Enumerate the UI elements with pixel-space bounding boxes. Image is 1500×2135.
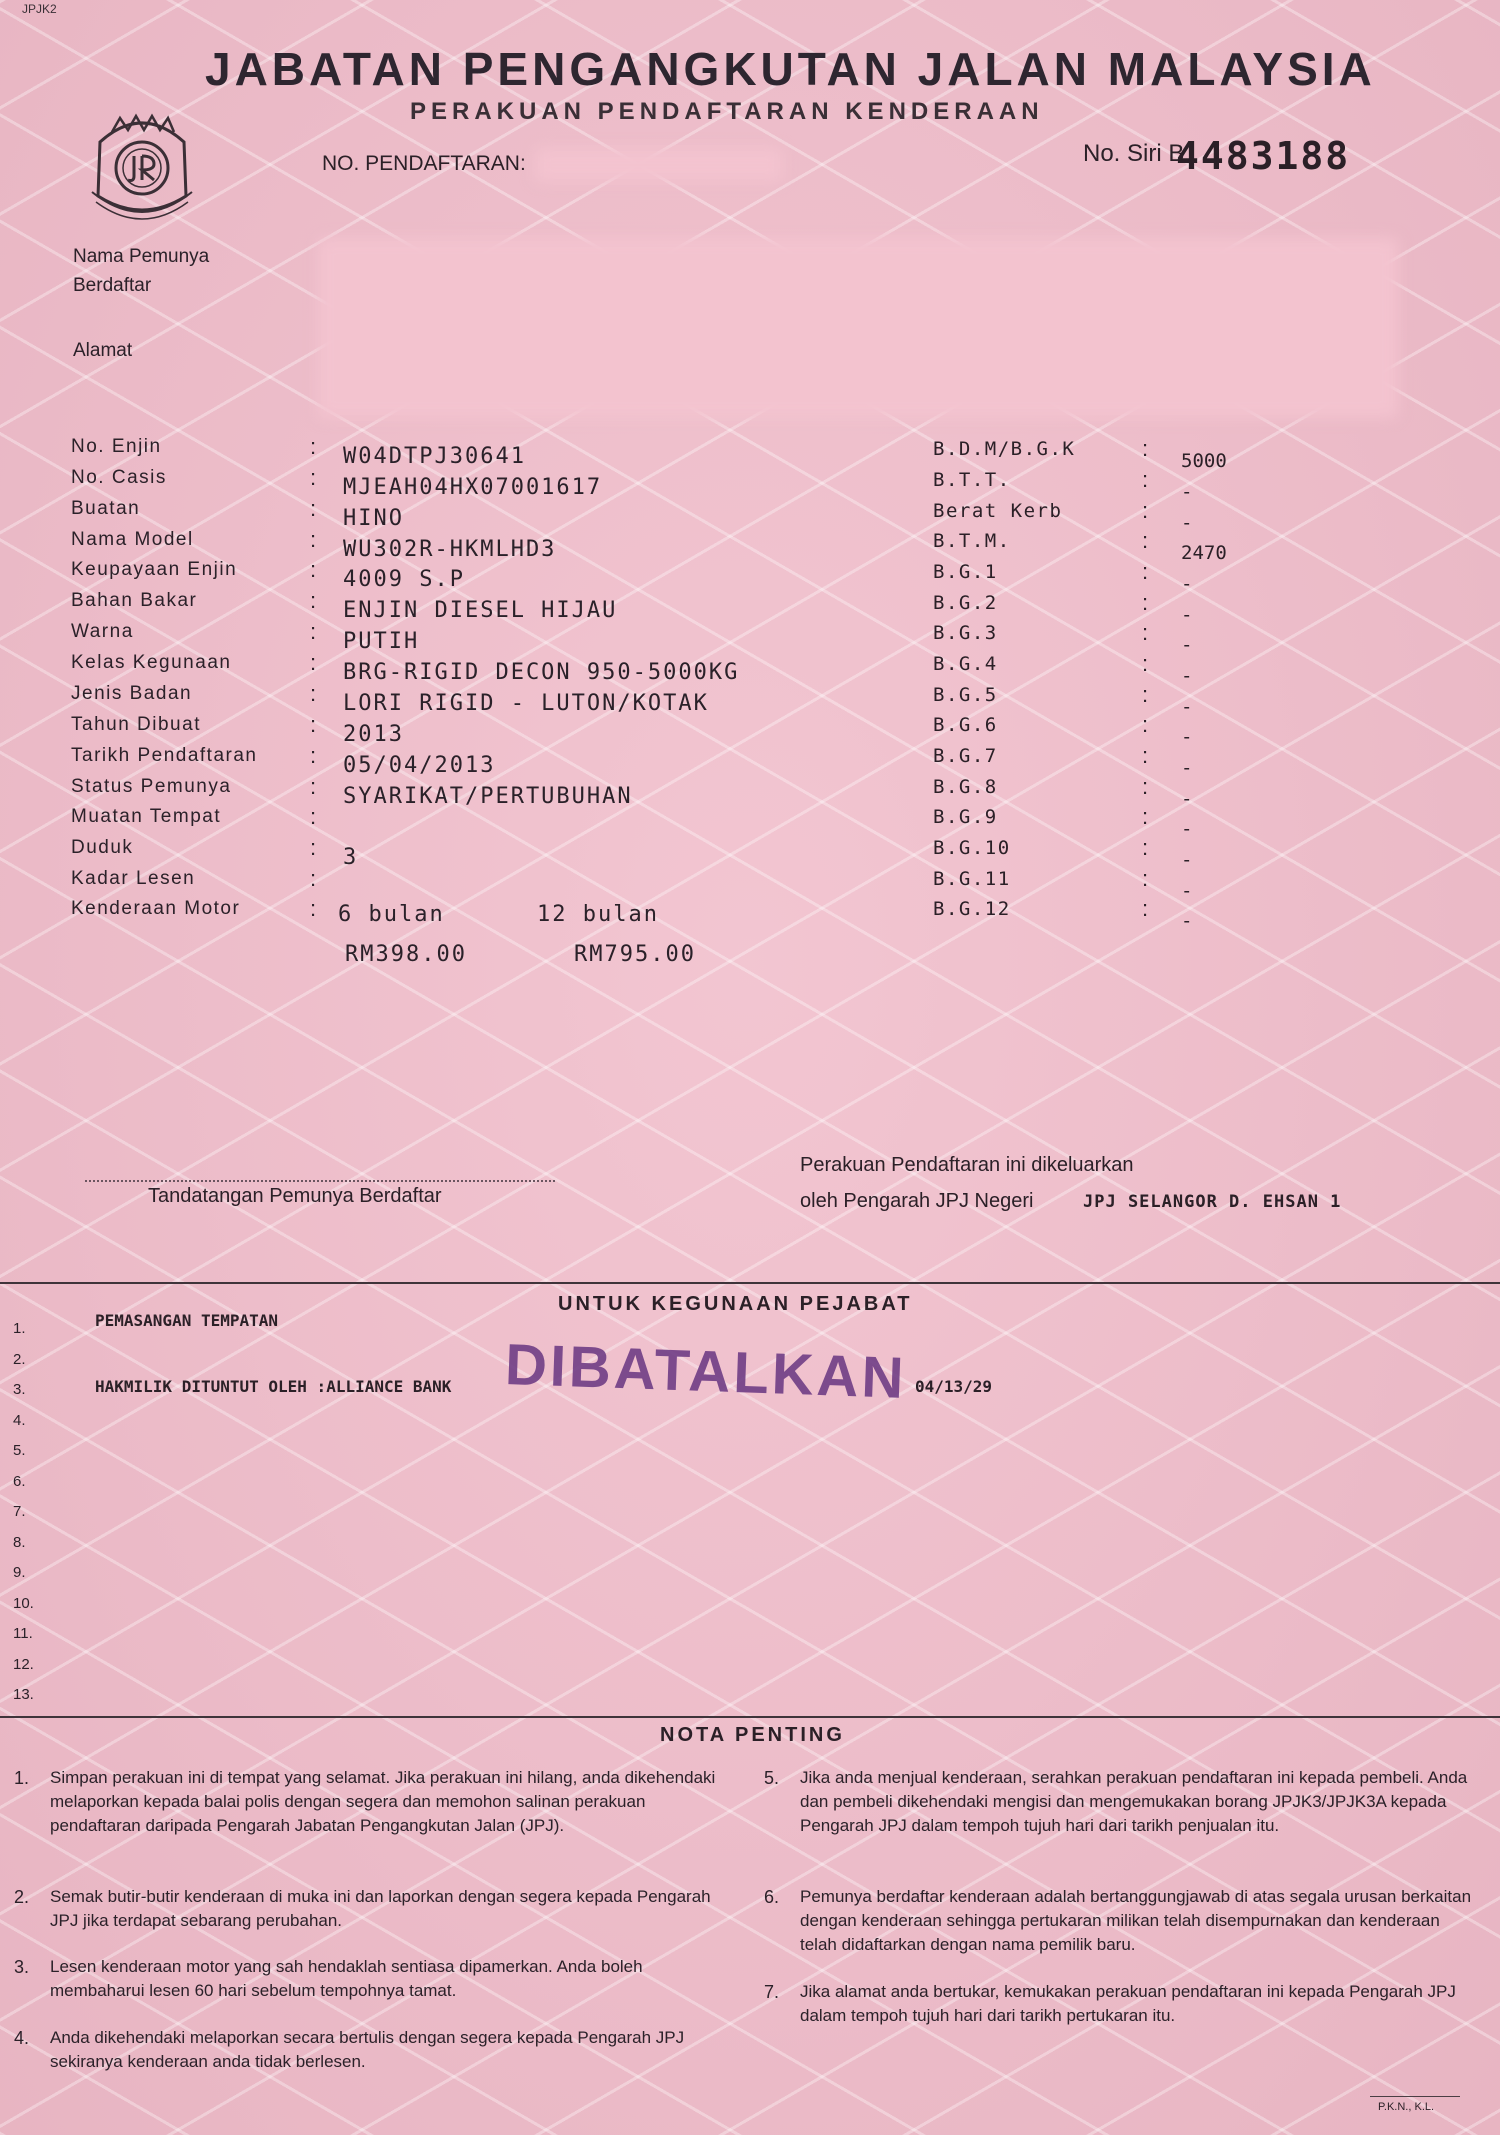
- issued-by-label: oleh Pengarah JPJ Negeri: [800, 1190, 1034, 1212]
- note-item: [764, 1980, 1480, 2028]
- vehicle-field-value: 05/04/2013: [343, 753, 496, 778]
- weight-field-value: -: [1181, 665, 1193, 687]
- office-row-number: 9.: [13, 1564, 26, 1581]
- vehicle-field-value: HINO: [343, 506, 404, 531]
- jpj-crest-icon: [82, 112, 202, 230]
- weight-field-label: B.G.8: [933, 776, 998, 798]
- vehicle-field-value: W04DTPJ30641: [343, 444, 526, 469]
- office-entry-1: PEMASANGAN TEMPATAN: [95, 1311, 279, 1330]
- office-use-title: UNTUK KEGUNAAN PEJABAT: [558, 1293, 913, 1315]
- vehicle-field-value: 3: [343, 845, 359, 870]
- weight-field-value: -: [1181, 880, 1193, 902]
- field-colon: :: [310, 496, 317, 521]
- weight-field-label: Berat Kerb: [933, 500, 1063, 522]
- printer-mark: P.K.N., K.L.: [1378, 2101, 1435, 2113]
- office-row-number: 6.: [13, 1472, 26, 1490]
- field-colon: :: [310, 804, 317, 829]
- note-text: Lesen kenderaan motor yang sah hendaklah sentiasa dipamerkan. Anda boleh membaharui lesen 60 hari sebelum tempohnya tamat.: [50, 1957, 643, 2000]
- weight-field-label: B.T.T.: [933, 469, 1011, 491]
- signature-line: [85, 1180, 555, 1182]
- office-row-number: 8.: [13, 1533, 26, 1551]
- vehicle-field-value: 2013: [343, 722, 404, 747]
- registration-number-label: NO. PENDAFTARAN:: [322, 152, 526, 175]
- field-colon: :: [310, 712, 317, 737]
- fee-12-month-label: 12 bulan: [537, 902, 659, 927]
- weight-field-value: -: [1181, 757, 1193, 779]
- vehicle-field-label: Keupayaan Enjin: [71, 559, 238, 580]
- vehicle-field-value: WU302R-HKMLHD3: [343, 537, 557, 562]
- weight-field-value: -: [1181, 573, 1193, 595]
- note-text: Pemunya berdaftar kenderaan adalah bertanggungjawab di atas segala urusan berkaitan dengan kenderaan sehingga pertukaran milikan telah disempurnakan dan kenderaan telah didaftarkan dengan nama pemilik baru.: [800, 1887, 1472, 1954]
- field-colon: :: [1142, 467, 1149, 492]
- field-colon: :: [310, 527, 317, 552]
- weight-field-value: -: [1181, 604, 1193, 626]
- note-number: 3.: [14, 1957, 30, 1977]
- office-row-number: 12.: [13, 1655, 34, 1673]
- vehicle-field-value: BRG-RIGID DECON 950-5000KG: [343, 660, 740, 685]
- note-text: Jika alamat anda bertukar, kemukakan perakuan pendaftaran ini kepada Pengarah JPJ dalam tempoh tujuh hari dari tarikh pertukaran itu.: [800, 1982, 1456, 2025]
- field-colon: :: [310, 650, 317, 675]
- vehicle-field-label: Jenis Badan: [71, 683, 193, 704]
- vehicle-field-label: Muatan Tempat: [71, 806, 222, 827]
- owner-details-redacted: [318, 238, 1398, 418]
- field-colon: :: [1142, 651, 1149, 676]
- note-text: Simpan perakuan ini di tempat yang selamat. Jika perakuan ini hilang, anda dikehendaki melaporkan kepada balai polis dengan segera dan memohon salinan perakuan pendaftaran daripada Pengarah Jabatan Pengangkutan Jalan (JPJ).: [50, 1768, 716, 1835]
- note-text: Jika anda menjual kenderaan, serahkan perakuan pendaftaran ini kepada pembeli. Anda dan pembeli dikehendaki mengisi dan mengemukakan borang JPJK3/JPJK3A kepada Pengarah JPJ dalam tempoh tujuh hari dari tarikh penjualan itu.: [800, 1768, 1468, 1835]
- field-colon: :: [310, 866, 317, 891]
- weight-field-label: B.G.7: [933, 745, 998, 767]
- field-colon: :: [1142, 896, 1149, 921]
- note-number: 2.: [14, 1887, 30, 1907]
- weight-field-value: -: [1181, 726, 1193, 748]
- field-colon: :: [1142, 835, 1149, 860]
- vehicle-field-value: ENJIN DIESEL HIJAU: [343, 598, 618, 623]
- weight-field-value: -: [1181, 910, 1193, 932]
- note-item: [14, 1955, 730, 2003]
- vehicle-field-value: LORI RIGID - LUTON/KOTAK: [343, 691, 709, 716]
- office-row-number: 11.: [13, 1625, 33, 1642]
- field-colon: :: [310, 465, 317, 490]
- fee-12-month-value: RM795.00: [574, 942, 696, 967]
- issued-by-text: Perakuan Pendaftaran ini dikeluarkan: [800, 1154, 1134, 1176]
- owner-name-label: Nama Pemunya: [73, 246, 210, 267]
- field-colon: :: [310, 774, 317, 799]
- note-text: Anda dikehendaki melaporkan secara bertulis dengan segera kepada Pengarah JPJ sekiranya kenderaan anda tidak berlesen.: [50, 2028, 685, 2071]
- weight-field-value: -: [1181, 818, 1193, 840]
- section-divider: [0, 1282, 1500, 1284]
- office-row-number: 1.: [13, 1320, 26, 1337]
- weight-field-value: -: [1181, 849, 1193, 871]
- weight-field-value: -: [1181, 696, 1193, 718]
- note-number: 7.: [764, 1982, 780, 2002]
- important-notes-title: NOTA PENTING: [660, 1724, 845, 1746]
- field-colon: :: [310, 835, 317, 860]
- weight-field-label: B.G.12: [933, 898, 1011, 920]
- field-colon: :: [310, 588, 317, 613]
- office-entry-3-date: 04/13/29: [915, 1377, 993, 1396]
- field-colon: :: [1142, 436, 1149, 461]
- office-row-number: 5.: [13, 1442, 26, 1459]
- issuing-office: JPJ SELANGOR D. EHSAN 1: [1083, 1192, 1342, 1212]
- vehicle-field-value: PUTIH: [343, 629, 420, 654]
- weight-field-value: 2470: [1181, 542, 1227, 564]
- cancelled-stamp: DIBATALKAN: [503, 1332, 908, 1411]
- fee-6-month-value: RM398.00: [345, 942, 467, 967]
- vehicle-field-label: No. Casis: [71, 467, 167, 488]
- note-item: [14, 2026, 730, 2074]
- section-divider-2: [0, 1716, 1500, 1718]
- agency-title: JABATAN PENGANGKUTAN JALAN MALAYSIA: [205, 43, 1376, 95]
- vehicle-field-label: Warna: [71, 621, 134, 642]
- note-number: 1.: [14, 1768, 30, 1788]
- form-code: JPJK2: [22, 2, 57, 16]
- vehicle-field-label: Kenderaan Motor: [71, 898, 241, 919]
- document-subtitle: PERAKUAN PENDAFTARAN KENDERAAN: [410, 98, 1044, 125]
- office-entry-3: HAKMILIK DITUNTUT OLEH :ALLIANCE BANK: [95, 1377, 452, 1396]
- vehicle-field-label: Tahun Dibuat: [71, 714, 201, 735]
- weight-field-value: -: [1181, 788, 1193, 810]
- vehicle-field-label: No. Enjin: [71, 436, 162, 457]
- note-item: [764, 1885, 1480, 1957]
- field-colon: :: [1142, 498, 1149, 523]
- fee-6-month-label: 6 bulan: [338, 902, 445, 927]
- office-row-number: 10.: [13, 1594, 34, 1612]
- note-item: [14, 1766, 730, 1838]
- field-colon: :: [310, 434, 317, 459]
- weight-field-value: -: [1181, 512, 1193, 534]
- note-item: [764, 1766, 1480, 1838]
- field-colon: :: [1142, 682, 1149, 707]
- vehicle-field-label: Buatan: [71, 498, 141, 519]
- weight-field-label: B.G.4: [933, 653, 998, 675]
- field-colon: :: [310, 896, 317, 921]
- vehicle-field-value: MJEAH04HX07001617: [343, 475, 603, 500]
- vehicle-field-label: Duduk: [71, 837, 134, 858]
- weight-field-value: 5000: [1181, 450, 1227, 472]
- field-colon: :: [1142, 743, 1149, 768]
- weight-field-label: B.T.M.: [933, 530, 1011, 552]
- vehicle-field-label: Bahan Bakar: [71, 590, 198, 611]
- weight-field-label: B.G.5: [933, 684, 998, 706]
- vehicle-field-value: 4009 S.P: [343, 567, 465, 592]
- weight-field-label: B.D.M/B.G.K: [933, 438, 1076, 460]
- note-number: 5.: [764, 1768, 780, 1788]
- vehicle-field-label: Kadar Lesen: [71, 868, 196, 889]
- weight-field-label: B.G.1: [933, 561, 998, 583]
- vehicle-field-value: SYARIKAT/PERTUBUHAN: [343, 784, 633, 809]
- registration-number-redacted: [535, 148, 783, 182]
- field-colon: :: [1142, 528, 1149, 553]
- weight-field-value: -: [1181, 481, 1193, 503]
- office-row-number: 13.: [13, 1686, 34, 1703]
- weight-field-label: B.G.9: [933, 806, 998, 828]
- field-colon: :: [1142, 620, 1149, 645]
- office-row-number: 7.: [13, 1503, 26, 1520]
- office-row-number: 2.: [13, 1350, 26, 1368]
- note-number: 4.: [14, 2028, 30, 2048]
- field-colon: :: [1142, 559, 1149, 584]
- vehicle-field-label: Kelas Kegunaan: [71, 652, 232, 673]
- vehicle-field-label: Nama Model: [71, 529, 194, 550]
- serial-number: 4483188: [1176, 134, 1351, 178]
- field-colon: :: [1142, 590, 1149, 615]
- field-colon: :: [1142, 712, 1149, 737]
- weight-field-label: B.G.11: [933, 868, 1011, 890]
- weight-field-label: B.G.3: [933, 622, 998, 644]
- serial-number-label: No. Siri B: [1083, 140, 1185, 167]
- field-colon: :: [1142, 866, 1149, 891]
- weight-field-label: B.G.2: [933, 592, 998, 614]
- weight-field-label: B.G.10: [933, 837, 1011, 859]
- field-colon: :: [1142, 774, 1149, 799]
- printer-rule: [1370, 2096, 1460, 2097]
- office-row-number: 3.: [13, 1381, 26, 1398]
- field-colon: :: [310, 619, 317, 644]
- vehicle-field-label: Tarikh Pendaftaran: [71, 745, 258, 766]
- field-colon: :: [310, 743, 317, 768]
- owner-name-label-2: Berdaftar: [73, 275, 152, 296]
- office-row-number: 4.: [13, 1411, 26, 1429]
- field-colon: :: [310, 681, 317, 706]
- note-number: 6.: [764, 1887, 780, 1907]
- note-text: Semak butir-butir kenderaan di muka ini dan laporkan dengan segera kepada Pengarah JPJ jika terdapat sebarang perubahan.: [50, 1887, 711, 1930]
- address-label: Alamat: [73, 340, 133, 361]
- signature-label: Tandatangan Pemunya Berdaftar: [148, 1185, 442, 1207]
- weight-field-value: -: [1181, 634, 1193, 656]
- note-item: [14, 1885, 730, 1933]
- weight-field-label: B.G.6: [933, 714, 998, 736]
- field-colon: :: [310, 557, 317, 582]
- field-colon: :: [1142, 804, 1149, 829]
- vehicle-field-label: Status Pemunya: [71, 776, 232, 797]
